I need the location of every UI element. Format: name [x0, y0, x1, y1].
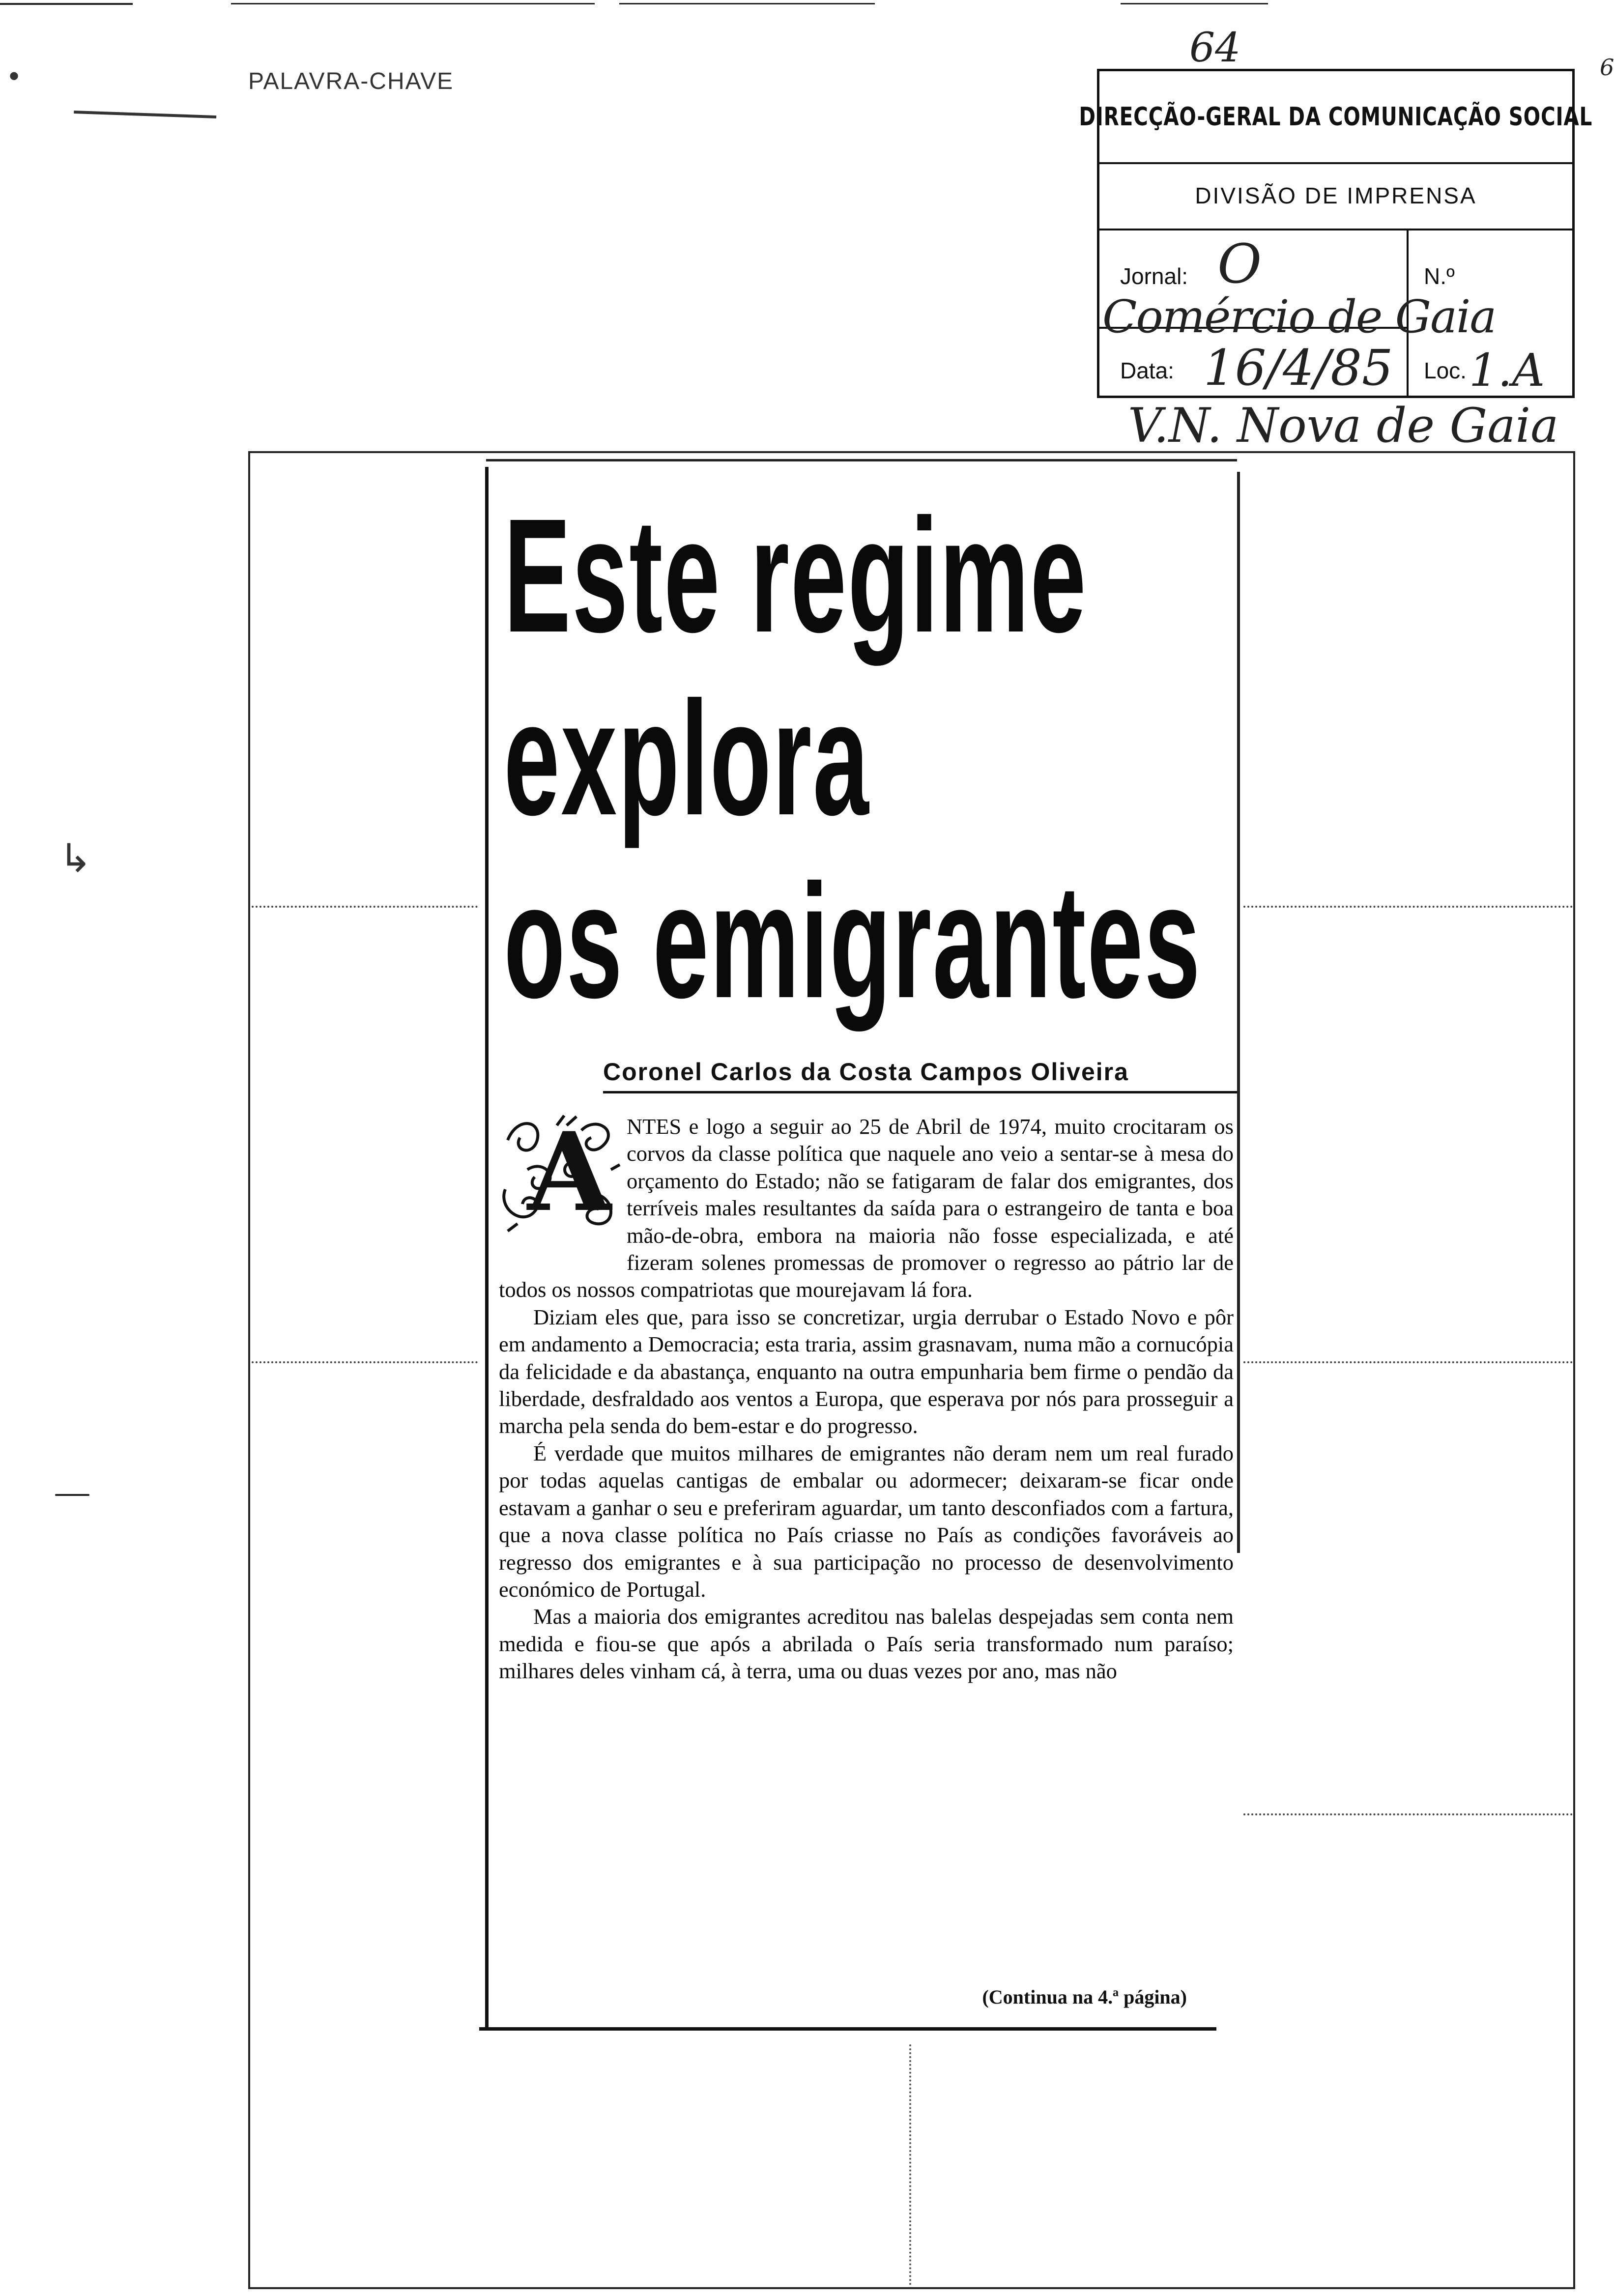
- division-row: [1099, 162, 1572, 230]
- article-paragraph: Diziam eles que, para isso se concretizar, urgia derrubar o Estado Novo e pôr em andamento a Democracia; esta traria, assim grasnavam, numa mão a cornucópia da felicidade e da abastança, enquanto na outra empunharia bem firme o pendão da liberdade, desfraldado aos ventos a Europa, que esperava por nós para prosseguir a marcha pela senda do bem-estar e do progresso.: [499, 1304, 1234, 1438]
- headline-line: os emigrantes: [504, 850, 1202, 1032]
- dotted-guide: [252, 1361, 478, 1363]
- article-paragraph: NTES e logo a seguir ao 25 de Abril de 1974, muito crocitaram os corvos da classe política que naquele ano veio a sentar-se à mesa do orçamento do Estado; não se fatigaram de falar dos emigrantes, dos terríveis males resultantes da saída para o estrangeiro de tanta e boa mão-de-obra, embora na maioria não fosse especializada, e até fizeram solenes promessas de promover o regresso ao pátrio lar de todos os nossos compatriotas que mourejavam lá fora.: [499, 1114, 1234, 1302]
- margin-mark: [55, 1494, 89, 1496]
- jornal-label: Jornal:: [1120, 263, 1188, 289]
- headline-line: Este regime: [504, 485, 1088, 666]
- top-rule: [231, 3, 595, 4]
- margin-mark: •: [9, 59, 20, 92]
- article-headline: [504, 484, 1201, 1033]
- article-body: [499, 1108, 1234, 1685]
- pen-scribble: [74, 111, 216, 124]
- handwritten-loc: 1.A: [1469, 344, 1545, 397]
- newspaper-clipping: [479, 457, 1234, 2035]
- headline-line: explora: [504, 667, 870, 849]
- dotted-guide: [1243, 1361, 1573, 1363]
- dotted-guide: [909, 2044, 911, 2285]
- top-rule: [0, 3, 133, 5]
- keyword-label: PALAVRA-CHAVE: [248, 68, 454, 94]
- article-paragraph: É verdade que muitos milhares de emigrantes não deram nem um real furado por todas aquelas cantigas de embalar ou adormecer; deixaram-se ficar onde estavam a ganhar o seu e preferiram aguardar, um tanto desconfiados com a fartura, que a nova classe política no País criasse no País as condições favoráveis ao regresso dos emigrantes e à sua participação no processo de desenvolvimento económico de Portugal.: [499, 1440, 1234, 1602]
- registry-stamp-box: [1079, 69, 1593, 398]
- details-row: [1099, 229, 1572, 398]
- clip-edge: [486, 459, 1237, 461]
- clip-edge: [1237, 472, 1240, 1553]
- drop-cap-space: [499, 1108, 627, 1256]
- dotted-guide: [1243, 1813, 1573, 1815]
- handwritten-location-note: V.N. Nova de Gaia: [1128, 398, 1559, 453]
- article-paragraph: Mas a maioria dos emigrantes acreditou nas balelas despejadas sem conta nem medida e fiou-se que após a abrilada o País seria transformado num paraíso; milhares deles vinham cá, à terra, uma ou duas vezes por ano, mas não: [499, 1604, 1234, 1684]
- continuation-note: (Continua na 4.ª página): [982, 1986, 1187, 2008]
- numero-label: N.º: [1424, 263, 1455, 289]
- division-name: DIVISÃO DE IMPRENSA: [1195, 182, 1477, 208]
- dotted-guide: [1243, 906, 1573, 908]
- handwritten-jornal-name: Comércio de Gaia: [1102, 290, 1496, 343]
- dotted-guide: [252, 906, 478, 908]
- org-name: DIRECÇÃO-GERAL DA COMUNICAÇÃO SOCIAL: [1079, 102, 1593, 132]
- org-row: [1079, 71, 1593, 164]
- data-label: Data:: [1120, 358, 1174, 383]
- clip-edge: [485, 467, 489, 2030]
- handwritten-sheet-number: 64: [1189, 25, 1241, 71]
- top-rule: [619, 3, 875, 4]
- margin-mark: ↳: [59, 836, 92, 880]
- loc-label: Loc.: [1424, 358, 1467, 383]
- article-byline: Coronel Carlos da Costa Campos Oliveira: [603, 1058, 1129, 1086]
- byline-rule: [603, 1091, 1237, 1093]
- drop-cap-letter: A: [527, 1108, 611, 1235]
- clip-edge: [479, 2027, 1216, 2031]
- top-rule: [1121, 3, 1268, 4]
- handwritten-corner-mark: 6: [1600, 54, 1614, 81]
- handwritten-date: 16/4/85: [1204, 339, 1393, 397]
- handwritten-jornal-initial: O: [1217, 232, 1262, 295]
